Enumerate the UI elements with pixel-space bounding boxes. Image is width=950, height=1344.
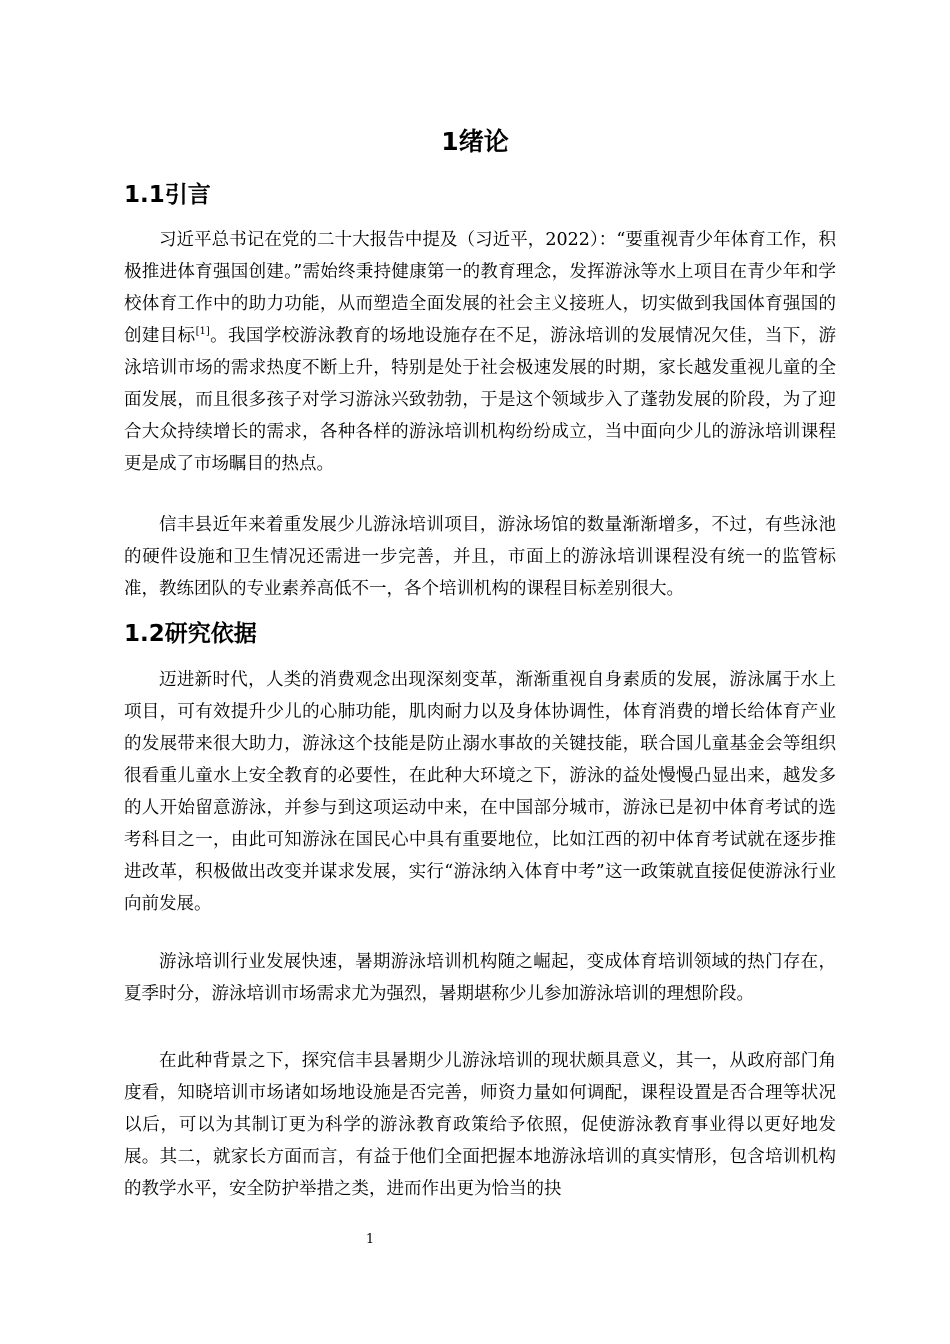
paragraph: 在此种背景之下，探究信丰县暑期少儿游泳培训的现状颇具意义，其一，从政府部门角度看，知晓培训市场诸如场地设施是否完善，师资力量如何调配，课程设置是否合理等状况以后，可以为其制订更为科学的游泳教育政策给予依照，促使游泳教育事业得以更好地发展。其二，就家长方面而言，有益于他们全面把握本地游泳培训的真实情形，包含培训机构的教学水平，安全防护举措之类，进而作出更为恰当的抉 xyxy=(124,1051,836,1199)
paragraph: 游泳培训行业发展快速，暑期游泳培训机构随之崛起，变成体育培训领域的热门存在，夏季时分，游泳培训市场需求尤为强烈，暑期堪称少儿参加游泳培训的理想阶段。 xyxy=(124,952,836,1004)
paragraph: 迈进新时代，人类的消费观念出现深刻变革，渐渐重视自身素质的发展，游泳属于水上项目，可有效提升少儿的心肺功能，肌肉耐力以及身体协调性，体育消费的增长给体育产业的发展带来很大助力，游泳这个技能是防止溺水事故的关键技能，联合国儿童基金会等组织很看重儿童水上安全教育的必要性，在此种大环境之下，游泳的益处慢慢凸显出来，越发多的人开始留意游泳，并参与到这项运动中来，在中国部分城市，游泳已是初中体育考试的选考科目之一，由此可知游泳在国民心中具有重要地位，比如江西的初中体育考试就在逐步推进改革，积极做出改变并谋求发展，实行“游泳纳入体育中考”这一政策就直接促使游泳行业向前发展。 xyxy=(124,670,836,914)
paragraph-text: 。我国学校游泳教育的场地设施存在不足，游泳培训的发展情况欠佳，当下，游泳培训市场的需求热度不断上升，特别是处于社会极速发展的时期，家长越发重视儿童的全面发展，而且很多孩子对学习游泳兴致勃勃，于是这个领域步入了蓬勃发展的阶段，为了迎合大众持续增长的需求，各种各样的游泳培训机构纷纷成立，当中面向少儿的游泳培训课程更是成了市场瞩目的热点。 xyxy=(124,326,837,474)
chapter-title: 1绪论 xyxy=(441,127,509,156)
page-number: 1 xyxy=(365,1232,375,1247)
section-heading-introduction: 1.1引言 xyxy=(124,182,211,208)
citation-ref: [1] xyxy=(195,326,210,338)
paragraph xyxy=(124,224,836,480)
section-heading-research-basis: 1.2研究依据 xyxy=(124,621,257,647)
paragraph-text: 习近平总书记在党的二十大报告中提及（习近平，2022）：“要重视青少年体育工作，积极推进体育强国创建。”需始终秉持健康第一的教育理念，发挥游泳等水上项目在青少年和学校体育工作中的助力功能，从而塑造全面发展的社会主义接班人，切实做到我国体育强国的创建目标 xyxy=(124,230,836,346)
paragraph: 信丰县近年来着重发展少儿游泳培训项目，游泳场馆的数量渐渐增多，不过，有些泳池的硬件设施和卫生情况还需进一步完善，并且，市面上的游泳培训课程没有统一的监管标准，教练团队的专业素养高低不一，各个培训机构的课程目标差别很大。 xyxy=(124,515,836,599)
